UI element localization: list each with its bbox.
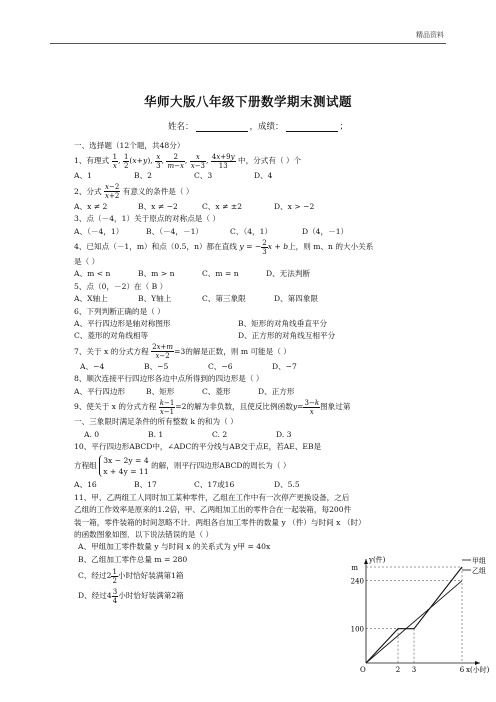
question-11-option-d: D、经过4 $\frac{3}{4}$ 小时恰好装满第2箱 (78, 587, 184, 605)
name-label: 姓名： (168, 122, 194, 132)
question-11-option-c: C、经过2 $\frac{1}{2}$ 小时恰好装满第1箱 (78, 567, 184, 585)
graph-svg (348, 555, 488, 675)
question-7: 7、关于 x 的分式方程 $\frac{2x+m}{x-2}$ =3的解是正数，则 m 可能是（ ） (74, 343, 291, 361)
question-11-option-a: A、甲组加工零件数量 y 与时间 x 的关系式为 y甲 = 40x (78, 542, 271, 552)
m-label: m (351, 564, 358, 572)
x-axis-arrow (475, 661, 480, 665)
question-8: 8、顺次连接平行四边形各边中点所得到的四边形是（ ） (74, 374, 264, 384)
page-title: 华师大版八年级下册数学期末测试题 (143, 94, 352, 109)
x-tick-label: 2 (395, 666, 401, 674)
x-tick-label: 3 (411, 666, 417, 674)
legend-jia: 甲组 (472, 557, 486, 565)
series-line-yi (366, 567, 462, 663)
question-6-options-2: C、菱形的对角线相等 D、正方形的对角线互相平分 (74, 331, 336, 341)
equation-system: 3x − 2y = 4 x + 4y = 11 (99, 455, 148, 477)
name-blank[interactable] (196, 122, 248, 132)
y-axis-label: y(件) (369, 556, 386, 564)
question-9-cont: 一、三象限时满足条件的所有整数 k 的和为（ ） (74, 417, 238, 427)
student-info (168, 120, 348, 132)
question-1: 1、有理式 $\frac{1}{x}$ , $\frac{1}{2}$ (x+y), $\frac{x}{3}$ , $\frac{2}{m-x}$ , $\frac{x}{x-3}$ , $\frac{4x+9y}{13}$ 中，分式有（ ）个 (74, 152, 302, 170)
question-4-options: A、m < n B、m > n C、m = n D、无法判断 (74, 269, 311, 279)
question-3-options: A、（－4，1） B、（－4，－1） C、（4，1） D（4，－1） (74, 226, 349, 236)
question-1-options: A、1 B、2 C、3 D、4 (74, 171, 273, 181)
question-11-line-1: 11、甲、乙两组工人同时加工某种零件，乙组在工作中有一次停产更换设备，之后 (74, 492, 350, 502)
question-11-line-3: 装一箱，零件装箱的时间忽略不计．两组各自加工零件的数量 y （件）与时间 x （时） (74, 517, 366, 527)
question-5-options: A、X轴上 B、Y轴上 C、第三象限 D、第四象限 (74, 294, 319, 304)
function-graph (348, 555, 488, 675)
question-8-options: A、平行四边形 B、矩形 C、菱形 D、正方形 (74, 386, 295, 396)
question-5: 5、点（0，－2）在（ B ） (74, 281, 168, 291)
score-blank[interactable] (286, 122, 338, 132)
question-6: 6、下列判断正确的是（ ） (74, 306, 165, 316)
question-11-line-4: 的函数图象如图．以下说法错误的是（ ） (74, 529, 214, 539)
question-7-options: A、−4 B、−5 C、−6 D、−7 (80, 361, 297, 371)
question-11-line-2: 乙组的工作效率是原来的1.2倍，甲、乙两组加工出的零件合在一起装箱，每200件 (74, 505, 352, 515)
question-9: 9、使关于 x 的分式方程 $\frac{k-1}{x-1}$ =2的解为非负数，且使反比例函数y= $\frac{3-k}{x}$ 图象过第 (74, 398, 351, 416)
y-tick-label: 100 (350, 625, 364, 634)
score-label: ，成绩： (249, 122, 284, 132)
legend-yi: 乙组 (472, 567, 486, 575)
section-heading: 一、选择题（12个题，共48分） (74, 141, 185, 150)
y-axis-arrow (364, 559, 368, 564)
question-9-options: A. 0 B. 1 C. 2 D. 3 (84, 429, 292, 439)
question-4: 4、已知点（－1，m）和点（0.5，n）都在直线 y = − $\frac{2}{3}$ x + b上，则 m、n 的大小关系 (74, 238, 374, 256)
question-10-system: 方程组 3x − 2y = 4 x + 4y = 11 的解，则平行四边形ABCD的周长为（ ） (74, 456, 291, 477)
x-tick-label: 6 (459, 666, 465, 674)
question-6-options-1: A、平行四边形是轴对称图形 B、矩形的对角线垂直平分 (74, 319, 328, 329)
question-2-options: A、x ≠ 2 B、x ≠ −2 C、x ≠ ±2 D、x > −2 (74, 201, 315, 211)
y-tick-label: 240 (350, 577, 364, 586)
x-axis-label: x(小时) (466, 666, 490, 674)
question-2: 2、分式 $\frac{x-2}{x+2}$ 有意义的条件是（ ） (74, 183, 194, 201)
question-11-option-b: B、乙组加工零件总量 m = 280 (78, 554, 188, 564)
question-3: 3、点（－4，1）关于原点的对称点是（ ） (74, 214, 220, 224)
question-4-cont: 是（ ） (74, 257, 100, 267)
question-10: 10、平行四边形ABCD中，∠ADC的平分线与AB交于点E，若AE、EB是 (74, 441, 322, 451)
x-tick-label: O (360, 666, 366, 674)
header-rule (50, 43, 446, 44)
question-10-options: A、16 B、17 C、17或16 D、5.5 (74, 480, 300, 490)
questions (74, 140, 446, 606)
header-badge: 精品资料 (416, 31, 444, 39)
end-mark: ； (339, 122, 349, 132)
